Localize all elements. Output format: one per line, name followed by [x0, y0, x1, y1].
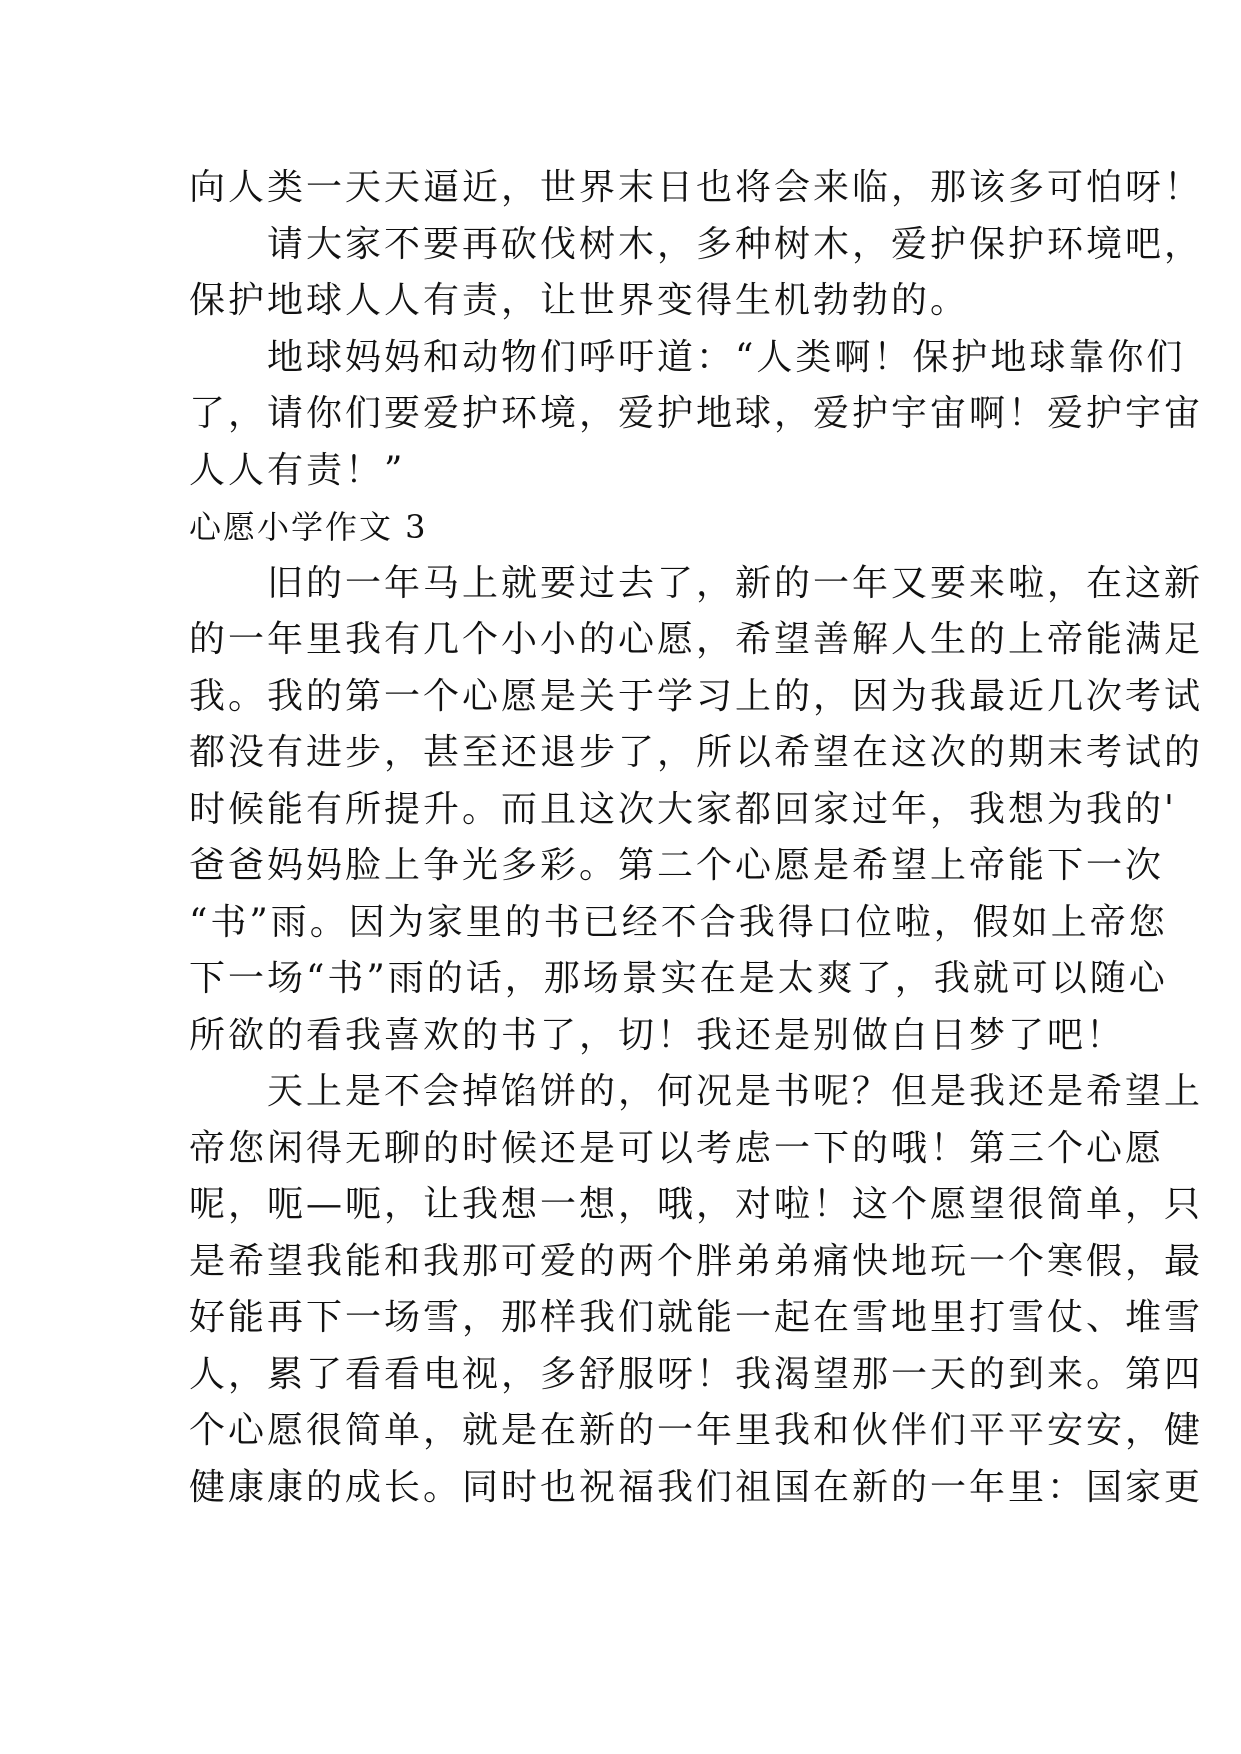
text-line: 个心愿很简单，就是在新的一年里我和伙伴们平平安安，健 — [189, 1410, 1204, 1451]
text-line: 爸爸妈妈脸上争光多彩。第二个心愿是希望上帝能下一次 — [189, 845, 1165, 886]
text-line: 所欲的看我喜欢的书了，切！我还是别做白日梦了吧！ — [189, 1014, 1126, 1056]
text-line: 都没有进步，甚至还退步了，所以希望在这次的期末考试的 — [189, 732, 1204, 773]
section-heading: 心愿小学作文 3 — [189, 508, 428, 546]
text-line: 帝您闲得无聊的时候还是可以考虑一下的哦！第三个心愿 — [189, 1127, 1165, 1169]
text-line: 向人类一天天逼近，世界末日也将会来临，那该多可怕呀！ — [189, 167, 1204, 208]
text-line: 我。我的第一个心愿是关于学习上的，因为我最近几次考试 — [189, 675, 1204, 717]
text-line: 健康康的成长。同时也祝福我们祖国在新的一年里：国家更 — [189, 1466, 1204, 1508]
text-line: 了，请你们要爱护环境，爱护地球，爱护宇宙啊！爱护宇宙 — [189, 393, 1204, 434]
text-line: 下一场“书”雨的话，那场景实在是太爽了，我就可以随心 — [189, 958, 1168, 999]
text-line: 地球妈妈和动物们呼吁道：“人类啊！保护地球靠你们 — [189, 336, 1186, 378]
text-line: 呢，呃—呃，让我想一想，哦，对啦！这个愿望很简单，只 — [189, 1184, 1204, 1225]
text-line: 的一年里我有几个小小的心愿，希望善解人生的上帝能满足 — [189, 619, 1204, 660]
text-line: 请大家不要再砍伐树木，多种树木，爱护保护环境吧， — [189, 223, 1204, 265]
essay-text — [189, 160, 1204, 1516]
text-line: 是希望我能和我那可爱的两个胖弟弟痛快地玩一个寒假，最 — [189, 1240, 1204, 1282]
text-line: 人人有责！” — [189, 449, 406, 491]
text-line: 好能再下一场雪，那样我们就能一起在雪地里打雪仗、堆雪 — [189, 1297, 1204, 1338]
text-line: 人，累了看看电视，多舒服呀！我渴望那一天的到来。第四 — [189, 1353, 1204, 1395]
text-line: “书”雨。因为家里的书已经不合我得口位啦，假如上帝您 — [189, 901, 1168, 943]
text-line: 保护地球人人有责，让世界变得生机勃勃的。 — [189, 280, 970, 321]
text-line: 天上是不会掉馅饼的，何况是书呢？但是我还是希望上 — [189, 1071, 1204, 1112]
text-line: 旧的一年马上就要过去了，新的一年又要来啦，在这新 — [189, 562, 1204, 604]
text-line: 时候能有所提升。而且这次大家都回家过年，我想为我的' — [189, 788, 1177, 830]
